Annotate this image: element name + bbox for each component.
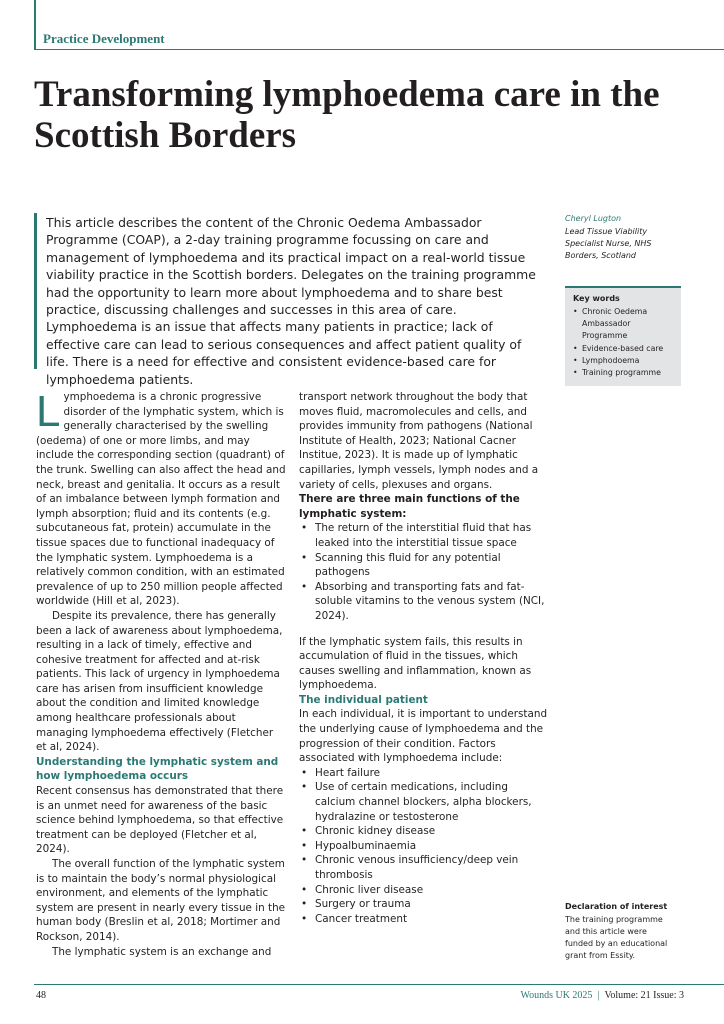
list-item: • Heart failure — [299, 766, 549, 781]
section-accent-bar — [34, 0, 36, 50]
body-column-right — [299, 390, 549, 926]
footer-rule — [34, 984, 724, 985]
subheading-individual-patient: The individual patient — [299, 693, 428, 706]
factors-list — [299, 766, 549, 927]
author-name: Cheryl Lugton — [565, 214, 622, 223]
footer-journal — [520, 990, 684, 1001]
header-rule — [34, 49, 724, 50]
drop-cap: L — [36, 387, 61, 436]
article-title: Transforming lymphoedema care in the Scottish Borders — [34, 74, 660, 156]
section-label: Practice Development — [43, 31, 165, 46]
abstract: This article describes the content of the Chronic Oedema Ambassador Programme (COAP), a 2-day training programme focussing on care and management of lymphoedema and its practical impact on a real-world tissue viability practice in the Scottish borders. Delegates on the training programme had the opportunity to learn more about lymphoedema and to share best practice, discussing challenges and successes in this area of care. Lymphoedema is an issue that affects many patients in practice; lack of effective care can lead to serious consequences and affect patient quality of life. There is a need for effective and consistent evidence-based care for lymphoedema patients. — [46, 215, 536, 387]
journal-volume: Volume: 21 Issue: 3 — [604, 990, 684, 1001]
journal-name: Wounds UK 2025 — [520, 990, 593, 1001]
body-column-left — [36, 387, 286, 959]
paragraph: The lymphatic system is an exchange and — [52, 945, 272, 958]
intro-text: ymphoedema is a chronic progressive disorder of the lymphatic system, which is generally characterised by the swelling (oedema) of one or more limbs, and may include the corresponding section (quadrant) of the trunk. Swelling can also affect the head and neck, breast and genitalia. It occurs as a result of an imbalance between lymph formation and lymph absorption; fluid and its contents (e.g. subcutaneous fat, protein) accumulate in the tissue spaces due to functional inadequacy of the lymphatic system. Lymphoedema is a relatively common condition, with an estimated prevalence of up to 250 million people affected worldwide (Hill et al, 2023). — [36, 391, 286, 608]
author-role: Lead Tissue Viability Specialist Nurse, NHS Borders, Scotland — [565, 227, 652, 260]
keyword-item: • Lymphodoema — [573, 355, 674, 367]
page-number: 48 — [36, 990, 46, 1001]
list-item: • Hypoalbuminaemia — [299, 839, 549, 854]
functions-list — [299, 521, 549, 623]
footer-separator: | — [597, 990, 600, 1001]
paragraph: transport network throughout the body that moves fluid, macromolecules and cells, and provides immunity from pathogens (National Institute of Health, 2023; National Cacner Institue, 2023). It is made up of lymphatic capillaries, lymph vessels, lymph nodes and a variety of cells, plexuses and organs. — [299, 391, 539, 491]
subheading-lymphatic-system: Understanding the lymphatic system and how lymphoedema occurs — [36, 755, 279, 783]
keyword-item: • Chronic Oedema Ambassador Programme — [573, 306, 674, 343]
list-item: • Use of certain medications, including calcium channel blockers, alpha blockers, hydralazine or testosterone — [299, 780, 549, 824]
list-item: • Chronic kidney disease — [299, 824, 549, 839]
list-item: • Absorbing and transporting fats and fat-soluble vitamins to the venous system (NCI, 2024). — [299, 580, 549, 624]
declaration-text: The training programme and this article were funded by an educational grant from Essity. — [565, 915, 668, 960]
list-item: • Surgery or trauma — [299, 897, 549, 912]
list-item: • Cancer treatment — [299, 912, 549, 927]
keyword-item: • Training programme — [573, 367, 674, 379]
functions-heading: There are three main functions of the lymphatic system: — [299, 493, 520, 520]
paragraph: The overall function of the lymphatic system is to maintain the body’s normal physiological environment, and elements of the lymphatic system are present in nearly every tissue in the human body (Breslin et al, 2018; Mortimer and Rockson, 2014). — [36, 858, 286, 943]
paragraph: In each individual, it is important to understand the underlying cause of lymphoedema and the progression of their condition. Factors associated with lymphoedema include: — [299, 708, 548, 765]
list-item: • Scanning this fluid for any potential pathogens — [299, 551, 549, 580]
list-item: • Chronic venous insufficiency/deep vein thrombosis — [299, 853, 549, 882]
keyword-item: • Evidence-based care — [573, 343, 674, 355]
paragraph: Despite its prevalence, there has generally been a lack of awareness about lymphoedema, resulting in a lack of timely, effective and cohesive treatment for affected and at-risk patients. This lack of urgency in lymphoedema care has arisen from insufficient knowledge about the condition and limited knowledge among healthcare professionals about managing lymphoedema effectively (Fletcher et al, 2024). — [36, 609, 283, 754]
keywords-box — [565, 286, 681, 386]
list-item: • Chronic liver disease — [299, 883, 549, 898]
intro-paragraph — [36, 387, 286, 609]
keywords-title: Key words — [573, 294, 620, 303]
keywords-list — [573, 306, 674, 379]
declaration-title: Declaration of interest — [565, 902, 668, 911]
list-item: • The return of the interstitial fluid that has leaked into the interstitial tissue space — [299, 521, 549, 550]
paragraph: If the lymphatic system fails, this results in accumulation of fluid in the tissues, which causes swelling and inflammation, known as lymphoedema. — [299, 635, 532, 692]
abstract-accent-bar — [34, 213, 37, 369]
paragraph: Recent consensus has demonstrated that there is an unmet need for awareness of the basic science behind lymphoedema, so that effective treatment can be deployed (Fletcher et al, 2024). — [36, 785, 284, 856]
